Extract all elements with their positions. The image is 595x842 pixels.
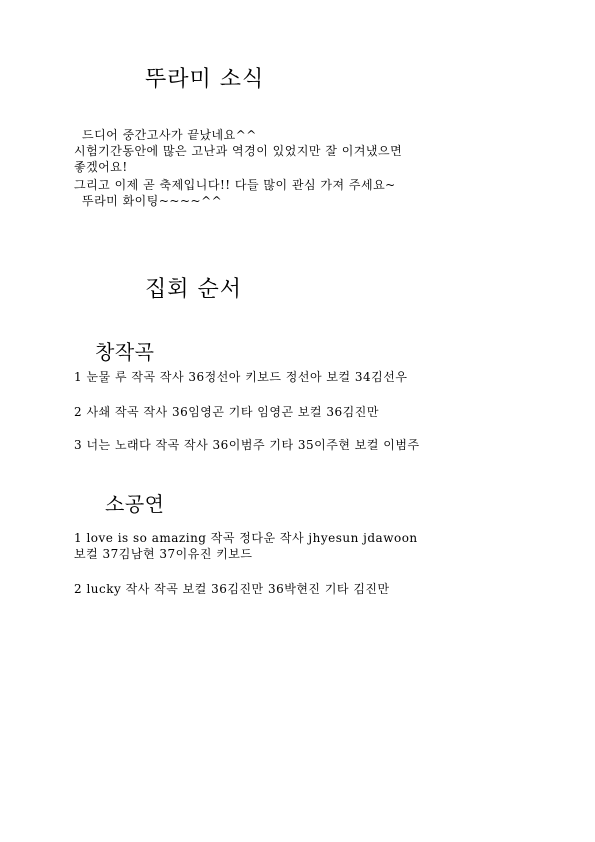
program-title: 집회 순서 <box>145 277 243 302</box>
song-item-1: 1 눈물 루 작곡 작사 36정선아 키보드 정선아 보컬 34김선우 <box>74 370 408 384</box>
performance-item-2: 2 lucky 작사 작곡 보컬 36김진만 36박현진 기타 김진만 <box>74 582 390 596</box>
newsletter-title: 뚜라미 소식 <box>145 67 265 92</box>
performance-item-1-line-1: 1 love is so amazing 작곡 정다운 작사 jhyesun jdawoon <box>74 531 418 545</box>
performance-item-1-line-2: 보컬 37김남현 37이유진 키보드 <box>74 547 253 561</box>
newsletter-line-4: 그리고 이제 곧 축제입니다!! 다들 많이 관심 가져 주세요~ <box>74 178 396 192</box>
newsletter-line-2: 시험기간동안에 많은 고난과 역경이 있었지만 잘 이겨냈으면 <box>74 144 403 158</box>
newsletter-line-1: 드디어 중간고사가 끝났네요^^ <box>82 128 257 142</box>
newsletter-line-5: 뚜라미 화이팅~~~~^^ <box>82 194 223 208</box>
small-performances-heading: 소공연 <box>105 492 165 516</box>
newsletter-line-3: 좋겠어요! <box>74 160 128 174</box>
original-songs-heading: 창작곡 <box>95 340 155 364</box>
song-item-2: 2 사쇄 작곡 작사 36임영곤 기타 임영곤 보컬 36김진만 <box>74 405 379 419</box>
song-item-3: 3 너는 노래다 작곡 작사 36이범주 기타 35이주현 보컬 이범주 <box>74 438 420 452</box>
